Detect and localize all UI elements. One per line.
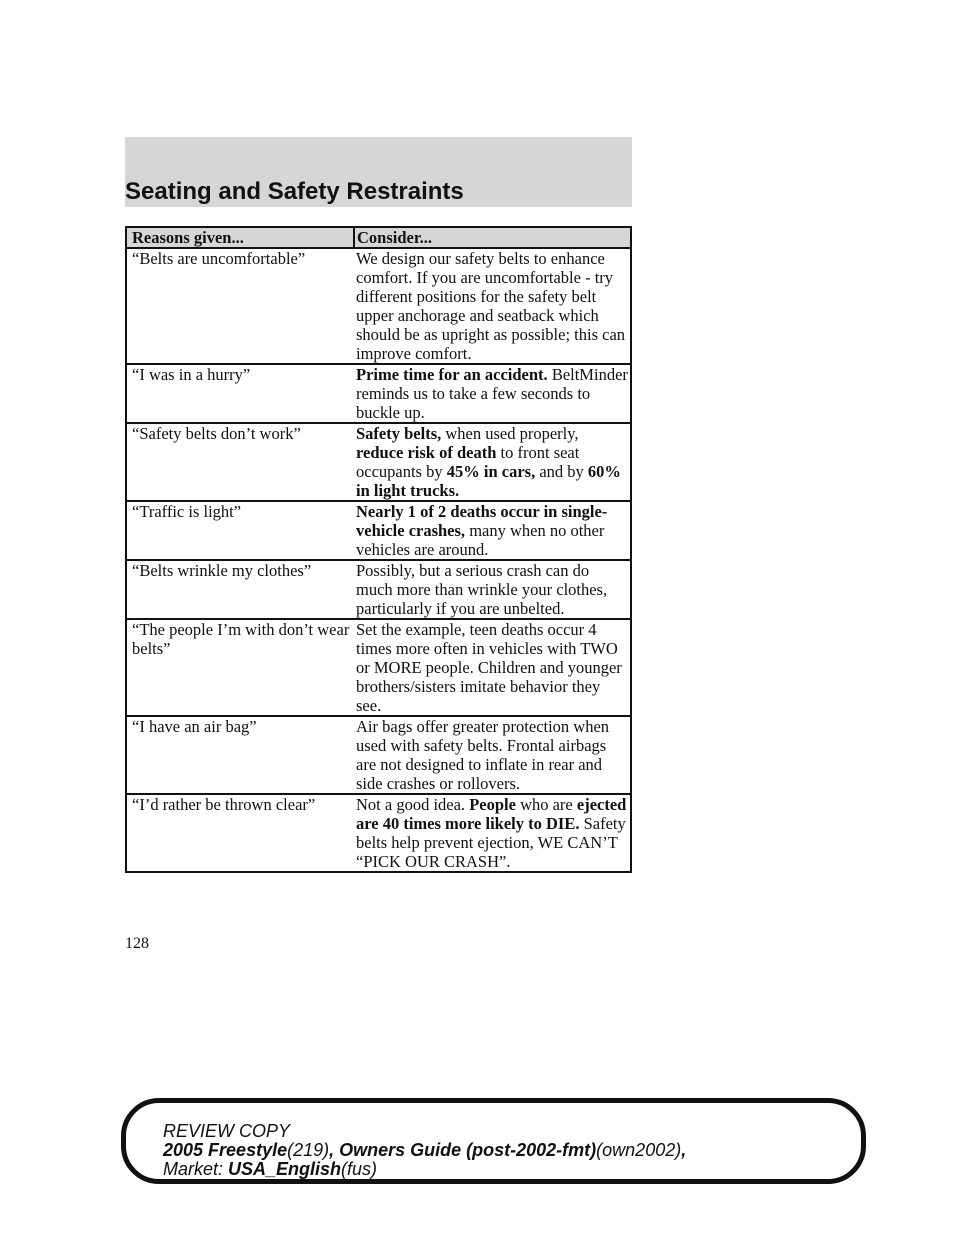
- emphasis-text: Safety belts,: [356, 424, 442, 443]
- consider-cell: [354, 619, 631, 716]
- footer-text-segment: USA_English: [228, 1159, 342, 1179]
- body-text: BeltMinder reminds us to take a few seconds to buckle up.: [356, 365, 628, 422]
- table-row: [126, 364, 631, 423]
- reason-cell: “Traffic is light”: [126, 501, 354, 560]
- market-info-line: [163, 1160, 686, 1179]
- body-text: Air bags offer greater protection when used with safety belts. Frontal airbags are not designed to inflate in rear and side crashes or rollovers.: [356, 717, 610, 793]
- footer-text-segment: (fus): [341, 1159, 378, 1179]
- column-header-reasons: Reasons given...: [126, 227, 354, 248]
- footer-text-segment: (own2002): [596, 1140, 682, 1160]
- consider-cell: [354, 501, 631, 560]
- reason-cell: “I’d rather be thrown clear”: [126, 794, 354, 872]
- table-row: [126, 794, 631, 872]
- body-text: We design our safety belts to enhance comfort. If you are uncomfortable - try different positions for the safety belt upper anchorage and seatback which should be as upright as possible; this can improve comfort.: [356, 249, 626, 363]
- table-header-row: [126, 227, 631, 248]
- reason-cell: “Safety belts don’t work”: [126, 423, 354, 501]
- document-info-line: [163, 1141, 686, 1160]
- emphasis-text: ejected are 40 times more likely to DIE.: [356, 795, 627, 833]
- reasons-table: [125, 226, 632, 873]
- footer-text-segment: , Owners Guide (post-2002-fmt): [329, 1140, 597, 1160]
- table-row: [126, 716, 631, 794]
- body-text: many when no other vehicles are around.: [356, 521, 605, 559]
- emphasis-text: People: [469, 795, 516, 814]
- consider-cell: [354, 248, 631, 364]
- consider-cell: [354, 794, 631, 872]
- body-text: when used properly,: [441, 424, 579, 443]
- body-text: and by: [535, 462, 588, 481]
- table-row: [126, 248, 631, 364]
- review-copy-label: REVIEW COPY: [163, 1121, 291, 1141]
- body-text: to front seat occupants by: [356, 443, 580, 481]
- footer-text-segment: 2005 Freestyle: [163, 1140, 288, 1160]
- column-header-consider: Consider...: [354, 227, 631, 248]
- table-row: [126, 560, 631, 619]
- emphasis-text: Prime time for an accident.: [356, 365, 548, 384]
- body-text: Safety belts help prevent ejection, WE CAN’T “PICK OUR CRASH”.: [356, 814, 626, 871]
- emphasis-text: 60% in light trucks.: [356, 462, 621, 500]
- table-row: [126, 501, 631, 560]
- reason-cell: “Belts wrinkle my clothes”: [126, 560, 354, 619]
- consider-cell: [354, 716, 631, 794]
- table-row: [126, 423, 631, 501]
- emphasis-text: 45% in cars,: [446, 462, 536, 481]
- consider-cell: [354, 560, 631, 619]
- table-row: [126, 619, 631, 716]
- emphasis-text: reduce risk of death: [356, 443, 497, 462]
- footer-text-segment: Market:: [163, 1159, 229, 1179]
- review-copy-text: [163, 1122, 686, 1179]
- footer-text-segment: ,: [681, 1140, 687, 1160]
- reason-cell: “I was in a hurry”: [126, 364, 354, 423]
- body-text: Set the example, teen deaths occur 4 times more often in vehicles with TWO or MORE people. Children and younger brothers/sisters imitate behavior they see.: [356, 620, 622, 715]
- body-text: Not a good idea.: [356, 795, 470, 814]
- footer-text-segment: (219): [287, 1140, 330, 1160]
- section-title: Seating and Safety Restraints: [125, 178, 464, 205]
- consider-cell: [354, 364, 631, 423]
- body-text: Possibly, but a serious crash can do much more than wrinkle your clothes, particularly if you are unbelted.: [356, 561, 608, 618]
- reason-cell: “I have an air bag”: [126, 716, 354, 794]
- body-text: who are: [515, 795, 577, 814]
- reason-cell: “Belts are uncomfortable”: [126, 248, 354, 364]
- consider-cell: [354, 423, 631, 501]
- reason-cell: “The people I’m with don’t wear belts”: [126, 619, 354, 716]
- page-number: 128: [125, 935, 149, 952]
- emphasis-text: Nearly 1 of 2 deaths occur in single-vehicle crashes,: [356, 502, 608, 540]
